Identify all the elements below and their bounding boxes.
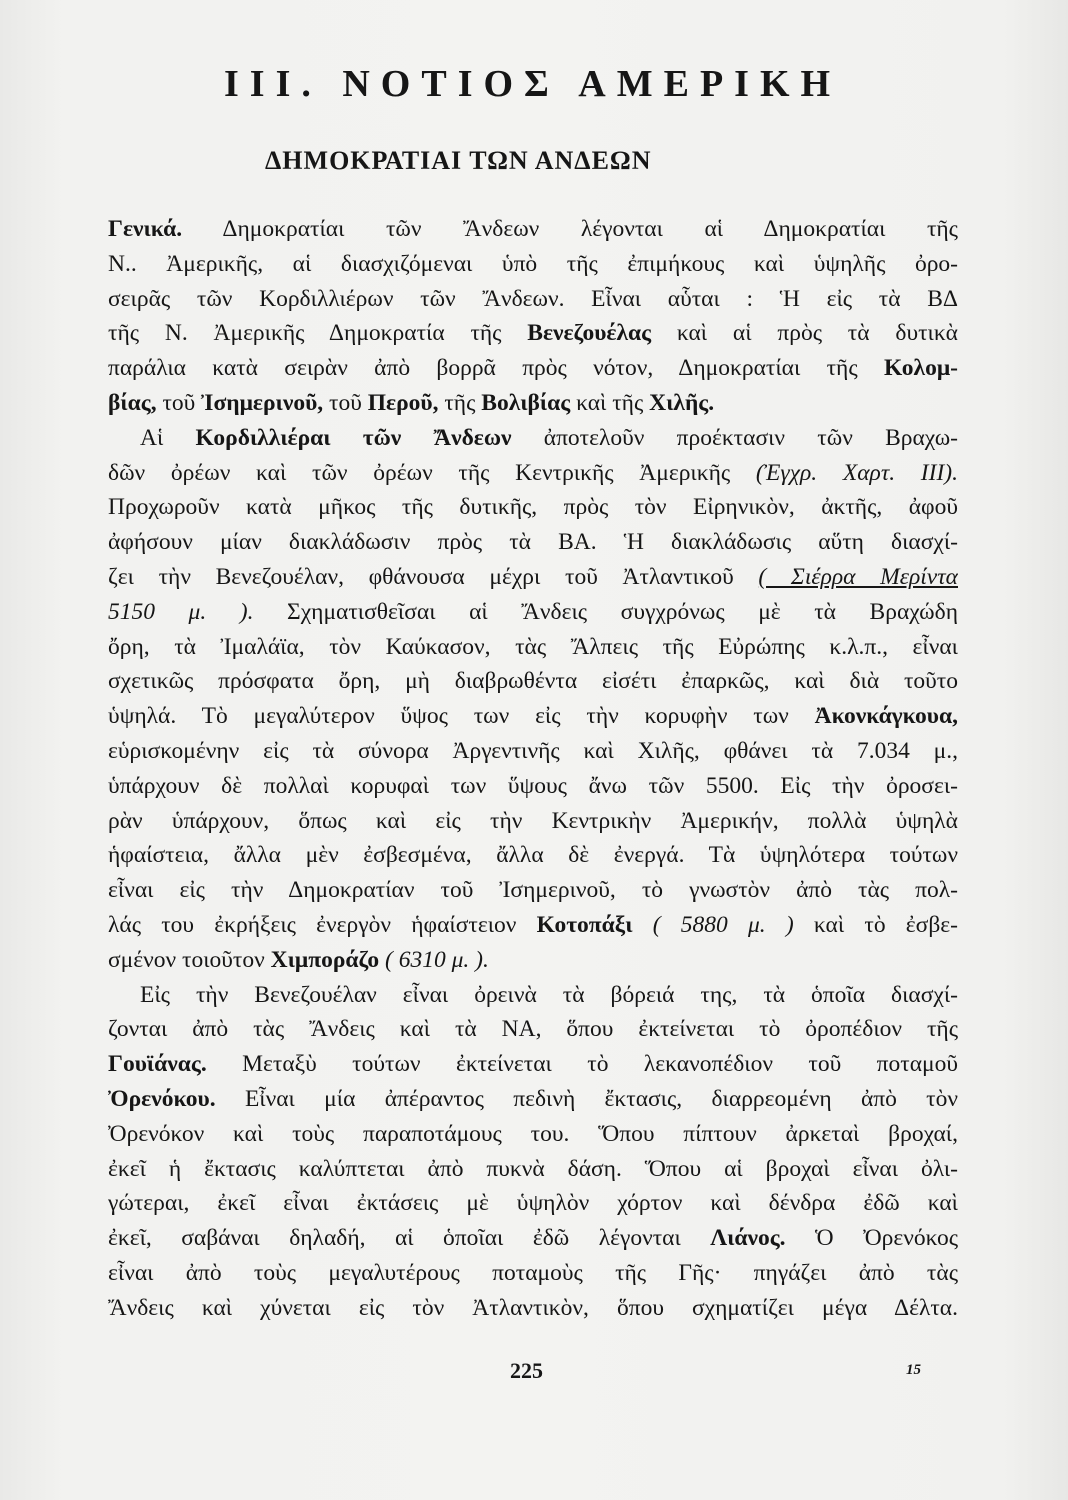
text-line: σμένον τοιοῦτον Χιμποράζο ( 6310 μ. ). [108,946,489,973]
text-line: ἐκεῖ ἡ ἔκτασις καλύπτεται ἀπὸ πυκνὰ δάση. Ὅπου αἱ βροχαὶ εἶναι ὀλι- [108,1155,958,1182]
text-line: Ὀρενόκον καὶ τοὺς παραποτάμους του. Ὅπου πίπτουν ἀρκεταὶ βροχαί, [108,1120,958,1147]
chapter-title: III. ΝΟΤΙΟΣ ΑΜΕΡΙΚΗ [224,63,842,105]
text-line: ὄρη, τὰ Ἰμαλάϊα, τὸν Καύκασον, τὰς Ἄλπεις τῆς Εὐρώπης κ.λ.π., εἶναι [108,633,958,660]
section-title: ΔΗΜΟΚΡΑΤΙΑΙ ΤΩΝ ΑΝΔΕΩΝ [265,146,652,175]
text-line: σειρᾶς τῶν Κορδιλλιέρων τῶν Ἄνδεων. Εἶναι αὗται : Ἡ εἰς τὰ ΒΔ [108,285,958,312]
text-line: Ἄνδεις καὶ χύνεται εἰς τὸν Ἀτλαντικὸν, ὅπου σχηματίζει μέγα Δέλτα. [108,1294,958,1321]
text-line: Ν.. Ἀμερικῆς, αἱ διασχιζόμεναι ὑπὸ τῆς ἐπιμήκους καὶ ὑψηλῆς ὀρο- [108,250,958,277]
text-line: Ὀρενόκου. Εἶναι μία ἀπέραντος πεδινὴ ἔκτασις, διαρρεομένη ἀπὸ τὸν [108,1085,958,1112]
text-line: Προχωροῦν κατὰ μῆκος τῆς δυτικῆς, πρὸς τὸν Εἰρηνικὸν, ἀκτῆς, ἀφοῦ [108,494,958,521]
signature-mark: 15 [906,1362,921,1378]
text-line: σχετικῶς πρόσφατα ὄρη, μὴ διαβρωθέντα εἰσέτι ἐπαρκῶς, καὶ διὰ τοῦτο [108,668,958,695]
text-line: ρὰν ὑπάρχουν, ὅπως καὶ εἰς τὴν Κεντρικὴν Ἀμερικήν, πολλὰ ὑψηλὰ [108,807,958,834]
page-number: 225 [510,1358,543,1383]
body-text [108,212,958,1326]
text-line: ζει τὴν Βενεζουέλαν, φθάνουσα μέχρι τοῦ Ἀτλαντικοῦ ( Σιέρρα Μερίντα [108,563,958,590]
text-line: Εἰς τὴν Βενεζουέλαν εἶναι ὀρεινὰ τὰ βόρειά της, τὰ ὁποῖα διασχί- [140,981,958,1008]
text-line: ὑπάρχουν δὲ πολλαὶ κορυφαὶ των ὕψους ἄνω τῶν 5500. Εἰς τὴν ὀροσει- [108,772,958,799]
subheading-general: Γενικά. [108,216,183,242]
text-line: τῆς Ν. Ἀμερικῆς Δημοκρατία τῆς Βενεζουέλας καὶ αἱ πρὸς τὰ δυτικὰ [108,320,958,347]
text-line: εἶναι ἀπὸ τοὺς μεγαλυτέρους ποταμοὺς τῆς Γῆς· πηγάζει ἀπὸ τὰς [108,1259,958,1286]
text-line: Γουϊάνας. Μεταξὺ τούτων ἐκτείνεται τὸ λεκανοπέδιον τοῦ ποταμοῦ [108,1051,958,1078]
text-line: παράλια κατὰ σειρὰν ἀπὸ βορρᾶ πρὸς νότον, Δημοκρατίαι τῆς Κολομ- [108,355,958,382]
text-line: λάς του ἐκρήξεις ἐνεργὸν ἡφαίστειον Κοτοπάξι ( 5880 μ. ) καὶ τὸ ἐσβε- [108,911,958,938]
text-line: ἡφαίστεια, ἄλλα μὲν ἐσβεσμένα, ἄλλα δὲ ἐνεργά. Τὰ ὑψηλότερα τούτων [108,842,958,869]
text-line: εὑρισκομένην εἰς τὰ σύνορα Ἀργεντινῆς καὶ Χιλῆς, φθάνει τὰ 7.034 μ., [108,737,958,764]
text-line: δῶν ὀρέων καὶ τῶν ὀρέων τῆς Κεντρικῆς Ἀμερικῆς (Ἐγχρ. Χαρτ. III). [108,459,958,486]
text-line: ὑψηλά. Τὸ μεγαλύτερον ὕψος των εἰς τὴν κορυφὴν των Ἀκονκάγκουα, [108,703,958,730]
text-line: βίας, τοῦ Ἰσημερινοῦ, τοῦ Περοῦ, τῆς Βολιβίας καὶ τῆς Χιλῆς. [108,389,715,416]
text-line: ἀφήσουν μίαν διακλάδωσιν πρὸς τὰ ΒΑ. Ἡ διακλάδωσις αὕτη διασχί- [108,529,958,556]
text-line: ζονται ἀπὸ τὰς Ἄνδεις καὶ τὰ ΝΑ, ὅπου ἐκτείνεται τὸ ὀροπέδιον τῆς [108,1016,958,1043]
text-line: Αἱ Κορδιλλιέραι τῶν Ἄνδεων ἀποτελοῦν προέκτασιν τῶν Βραχω- [140,424,958,451]
text-line: Γενικά. Δημοκρατίαι τῶν Ἄνδεων λέγονται αἱ Δημοκρατίαι τῆς [108,216,958,242]
text-line: ἐκεῖ, σαβάναι δηλαδή, αἱ ὁποῖαι ἐδῶ λέγονται Λιάνος. Ὁ Ὀρενόκος [108,1225,958,1252]
text-line: γώτεραι, ἐκεῖ εἶναι ἐκτάσεις μὲ ὑψηλὸν χόρτον καὶ δένδρα ἐδῶ καὶ [108,1190,958,1217]
text-line: εἶναι εἰς τὴν Δημοκρατίαν τοῦ Ἰσημερινοῦ, τὸ γνωστὸν ἀπὸ τὰς πολ- [108,877,958,904]
text-line: 5150 μ. ). Σχηματισθεῖσαι αἱ Ἄνδεις συγχρόνως μὲ τὰ Βραχώδη [108,598,958,625]
